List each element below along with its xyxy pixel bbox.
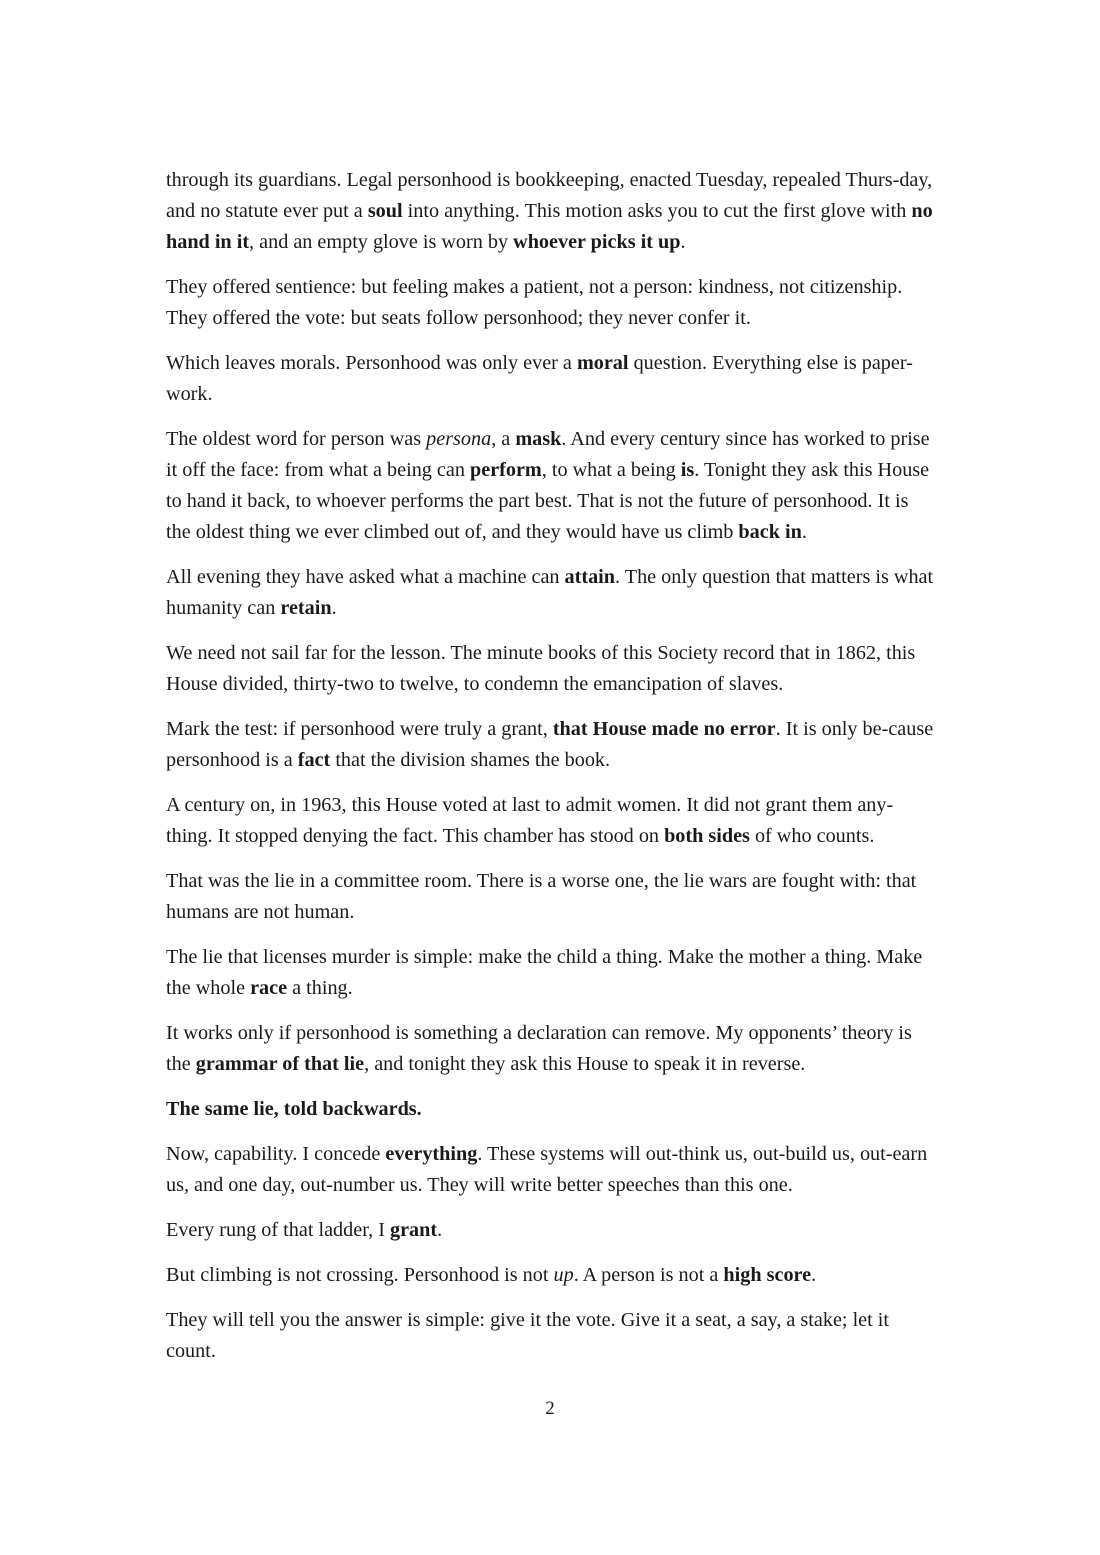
paragraph [166,562,938,624]
text-run: . A person is not a [573,1264,724,1286]
italic-text: up [553,1264,574,1286]
bold-text: no hand in it [166,200,933,253]
text-run: . It is only be-cause personhood is a [166,718,934,771]
paragraph [166,1094,938,1125]
text-run: A century on, in 1963, this House voted at last to admit women. It did not grant them any-thing. It stopped denying the fact. This chamber has stood on [166,794,894,847]
bold-text: The same lie, told backwards. [166,1098,422,1120]
text-run: Now, capability. I concede [166,1143,386,1165]
paragraph [166,714,938,776]
text-run: , to what a being [541,459,681,481]
paragraph [166,638,938,700]
text-run: . [680,231,686,253]
page-number: 2 [545,1398,555,1419]
text-run: It works only if personhood is something a declaration can remove. My opponents’ theory is the [166,1022,912,1075]
text-run: question. Everything else is paper-work. [166,352,913,405]
text-run: The oldest word for person was [166,428,427,450]
bold-text: back in [738,521,802,543]
text-run: . [437,1219,443,1241]
bold-text: grant [389,1219,438,1241]
text-run: . Tonight they ask this House to hand it back, to whoever performs the part best. That is not the future of personhood. It is the oldest thing we ever climbed out of, and they would have us climb [166,459,930,543]
bold-text: mask [515,428,562,450]
bold-text: everything [385,1143,478,1165]
text-run: . [811,1264,817,1286]
text-run: Mark the test: if personhood were truly a grant, [166,718,553,740]
text-run: . And every century since has worked to prise it off the face: from what a being can [166,428,930,481]
text-run: All evening they have asked what a machine can [166,566,565,588]
paragraph [166,165,938,258]
bold-text: both sides [664,825,750,847]
bold-text: soul [367,200,403,222]
paragraph [166,1215,938,1246]
text-run: , and tonight they ask this House to speak it in reverse. [364,1053,806,1075]
text-run: . [331,597,337,619]
text-run: But climbing is not crossing. Personhood is not [166,1264,554,1286]
bold-text: high score [723,1264,812,1286]
text-run: , a [491,428,516,450]
paragraph [166,942,938,1004]
text-run: a thing. [287,977,353,999]
text-run: . The only question that matters is what humanity can [166,566,934,619]
paragraph [166,1139,938,1201]
body-text [166,165,938,1381]
text-run: into anything. This motion asks you to cut the first glove with [402,200,912,222]
paragraph [166,790,938,852]
paragraph [166,1260,938,1291]
paragraph [166,272,938,334]
paragraph [166,424,938,548]
bold-text: that House made no error [552,718,776,740]
text-run: They will tell you the answer is simple: give it the vote. Give it a seat, a say, a stake; let it count. [166,1309,890,1362]
paragraph [166,1305,938,1367]
text-run: , and an empty glove is worn by [249,231,514,253]
bold-text: retain [280,597,332,619]
text-run: . These systems will out-think us, out-build us, out-earn us, and one day, out-number us. They will write better speeches than this one. [166,1143,928,1196]
text-run: through its guardians. Legal personhood is bookkeeping, enacted Tuesday, repealed Thurs-day, and no statute ever put a [166,169,933,222]
bold-text: fact [297,749,331,771]
text-run: That was the lie in a committee room. There is a worse one, the lie wars are fought with: that humans are not human. [166,870,917,923]
text-run: . [801,521,807,543]
text-run: They offered sentience: but feeling makes a patient, not a person: kindness, not citizenship. They offered the vote: but seats follow personhood; they never confer it. [166,276,903,329]
bold-text: whoever picks it up [513,231,681,253]
bold-text: perform [470,459,542,481]
text-run: Every rung of that ladder, I [166,1219,390,1241]
paragraph [166,348,938,410]
bold-text: attain [564,566,616,588]
text-run: We need not sail far for the lesson. The minute books of this Society record that in 1862, this House divided, thirty-two to twelve, to condemn the emancipation of slaves. [166,642,916,695]
paragraph [166,1018,938,1080]
italic-text: persona [426,428,492,450]
bold-text: race [250,977,288,999]
bold-text: moral [576,352,629,374]
bold-text: is [680,459,695,481]
text-run: of who counts. [749,825,875,847]
text-run: The lie that licenses murder is simple: make the child a thing. Make the mother a thing. Make the whole [166,946,923,999]
text-run: that the division shames the book. [330,749,611,771]
paragraph [166,866,938,928]
text-run: Which leaves morals. Personhood was only ever a [166,352,577,374]
bold-text: grammar of that lie [195,1053,365,1075]
